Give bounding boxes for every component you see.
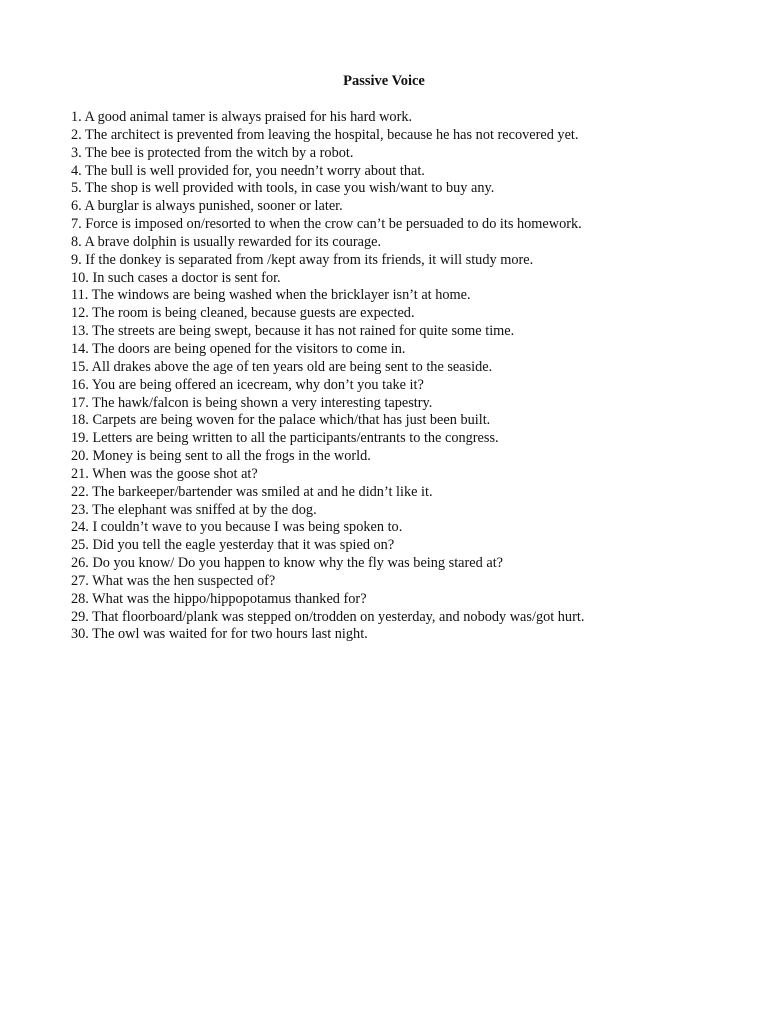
list-item: 6. A burglar is always punished, sooner or later. bbox=[71, 198, 343, 215]
list-item: 4. The bull is well provided for, you needn’t worry about that. bbox=[71, 162, 425, 179]
document-title: Passive Voice bbox=[343, 73, 425, 89]
list-item: 23. The elephant was sniffed at by the dog. bbox=[71, 501, 317, 518]
list-item: 24. I couldn’t wave to you because I was being spoken to. bbox=[71, 519, 403, 536]
list-item: 7. Force is imposed on/resorted to when the crow can’t be persuaded to do its homework. bbox=[71, 216, 582, 233]
list-item: 16. You are being offered an icecream, why don’t you take it? bbox=[71, 376, 424, 393]
list-item: 30. The owl was waited for for two hours last night. bbox=[71, 626, 368, 643]
list-item: 18. Carpets are being woven for the palace which/that has just been built. bbox=[71, 412, 491, 429]
list-item: 13. The streets are being swept, because it has not rained for quite some time. bbox=[71, 323, 515, 340]
list-item: 25. Did you tell the eagle yesterday that it was spied on? bbox=[71, 537, 395, 554]
list-item: 26. Do you know/ Do you happen to know why the fly was being stared at? bbox=[71, 555, 504, 572]
list-item: 27. What was the hen suspected of? bbox=[71, 572, 276, 589]
list-item: 28. What was the hippo/hippopotamus thanked for? bbox=[71, 590, 367, 607]
list-item: 20. Money is being sent to all the frogs in the world. bbox=[71, 448, 371, 465]
list-item: 17. The hawk/falcon is being shown a very interesting tapestry. bbox=[71, 394, 433, 411]
list-item: 11. The windows are being washed when the bricklayer isn’t at home. bbox=[71, 287, 471, 304]
list-item: 8. A brave dolphin is usually rewarded for its courage. bbox=[71, 233, 382, 250]
list-item: 9. If the donkey is separated from /kept away from its friends, it will study more. bbox=[71, 251, 534, 268]
list-item: 1. A good animal tamer is always praised for his hard work. bbox=[71, 109, 413, 125]
list-item: 14. The doors are being opened for the visitors to come in. bbox=[71, 340, 406, 357]
list-item: 22. The barkeeper/bartender was smiled at and he didn’t like it. bbox=[71, 483, 433, 500]
list-item: 12. The room is being cleaned, because guests are expected. bbox=[71, 305, 415, 322]
list-item: 10. In such cases a doctor is sent for. bbox=[71, 269, 281, 286]
list-item: 29. That floorboard/plank was stepped on/trodden on yesterday, and nobody was/got hurt. bbox=[71, 608, 585, 625]
list-item: 5. The shop is well provided with tools, in case you wish/want to buy any. bbox=[71, 180, 495, 197]
list-item: 15. All drakes above the age of ten years old are being sent to the seaside. bbox=[71, 358, 493, 375]
list-item: 19. Letters are being written to all the participants/entrants to the congress. bbox=[71, 430, 499, 447]
list-item: 2. The architect is prevented from leaving the hospital, because he has not recovered yet. bbox=[71, 126, 579, 143]
sentence-list bbox=[71, 109, 751, 644]
list-item: 3. The bee is protected from the witch by a robot. bbox=[71, 144, 354, 161]
list-item: 21. When was the goose shot at? bbox=[71, 465, 258, 482]
